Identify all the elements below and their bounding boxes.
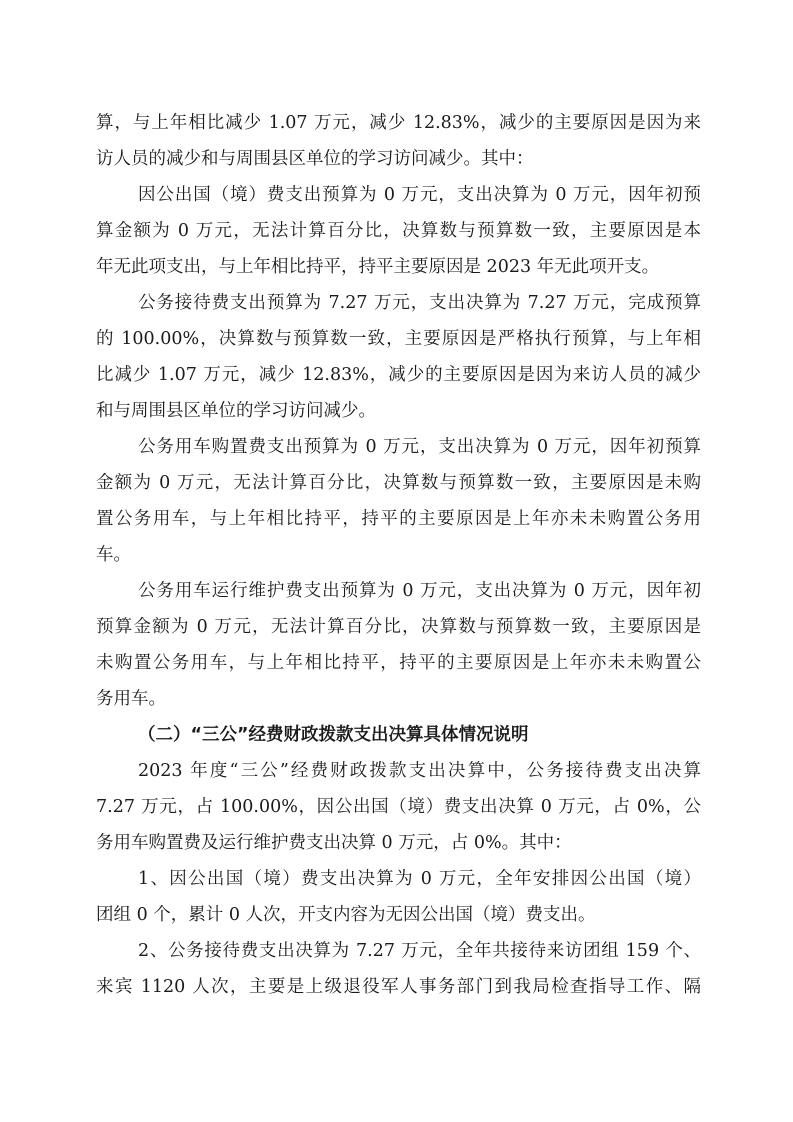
paragraph-line: 置公务用车，与上年相比持平，持平的主要原因是上年亦未未购置公务用	[96, 509, 701, 529]
paragraph-line: 和与周围县区单位的学习访问减少。	[96, 401, 376, 421]
paragraph-line: 比减少 1.07 万元，减少 12.83%，减少的主要原因是因为来访人员的减少	[96, 365, 701, 385]
paragraph-line: 1、因公出国（境）费支出决算为 0 万元，全年安排因公出国（境）	[138, 869, 701, 889]
paragraph-line: 公务用车购置费支出预算为 0 万元，支出决算为 0 万元，因年初预算	[138, 437, 701, 457]
paragraph-line: 团组 0 个，累计 0 人次，开支内容为无因公出国（境）费支出。	[96, 905, 596, 925]
paragraph-line: 车。	[96, 545, 131, 565]
paragraph-line: 的 100.00%，决算数与预算数一致，主要原因是严格执行预算，与上年相	[96, 329, 701, 349]
paragraph-line: 算，与上年相比减少 1.07 万元，减少 12.83%，减少的主要原因是因为来	[96, 113, 701, 133]
paragraph-line: 7.27 万元，占 100.00%，因公出国（境）费支出决算 0 万元，占 0%，公	[96, 797, 701, 817]
paragraph-line: 2、公务接待费支出决算为 7.27 万元，全年共接待来访团组 159 个、	[138, 941, 701, 961]
paragraph-line: 预算金额为 0 万元，无法计算百分比，决算数与预算数一致，主要原因是	[96, 617, 701, 637]
paragraph-line: 公务接待费支出预算为 7.27 万元，支出决算为 7.27 万元，完成预算	[138, 293, 701, 313]
paragraph-line: 2023 年度“三公”经费财政拨款支出决算中，公务接待费支出决算	[138, 761, 701, 781]
paragraph-line: 金额为 0 万元，无法计算百分比，决算数与预算数一致，主要原因是未购	[96, 473, 701, 493]
paragraph-line: 公务用车运行维护费支出预算为 0 万元，支出决算为 0 万元，因年初	[138, 581, 701, 601]
paragraph-line: 访人员的减少和与周围县区单位的学习访问减少。其中：	[96, 149, 534, 169]
paragraph-line: 务用车购置费及运行维护费支出决算 0 万元，占 0%。其中：	[96, 833, 572, 853]
paragraph-line: 未购置公务用车，与上年相比持平，持平的主要原因是上年亦未未购置公	[96, 653, 701, 673]
paragraph-line: 年无此项支出，与上年相比持平，持平主要原因是 2023 年无此项开支。	[96, 257, 660, 277]
paragraph-line: 算金额为 0 万元，无法计算百分比，决算数与预算数一致，主要原因是本	[96, 221, 701, 241]
section-heading: （二）“三公”经费财政拨款支出决算具体情况说明	[138, 725, 529, 745]
paragraph-line: 务用车。	[96, 689, 166, 709]
paragraph-line: 因公出国（境）费支出预算为 0 万元，支出决算为 0 万元，因年初预	[138, 185, 701, 205]
paragraph-line: 来宾 1120 人次，主要是上级退役军人事务部门到我局检查指导工作、隔	[96, 977, 701, 997]
